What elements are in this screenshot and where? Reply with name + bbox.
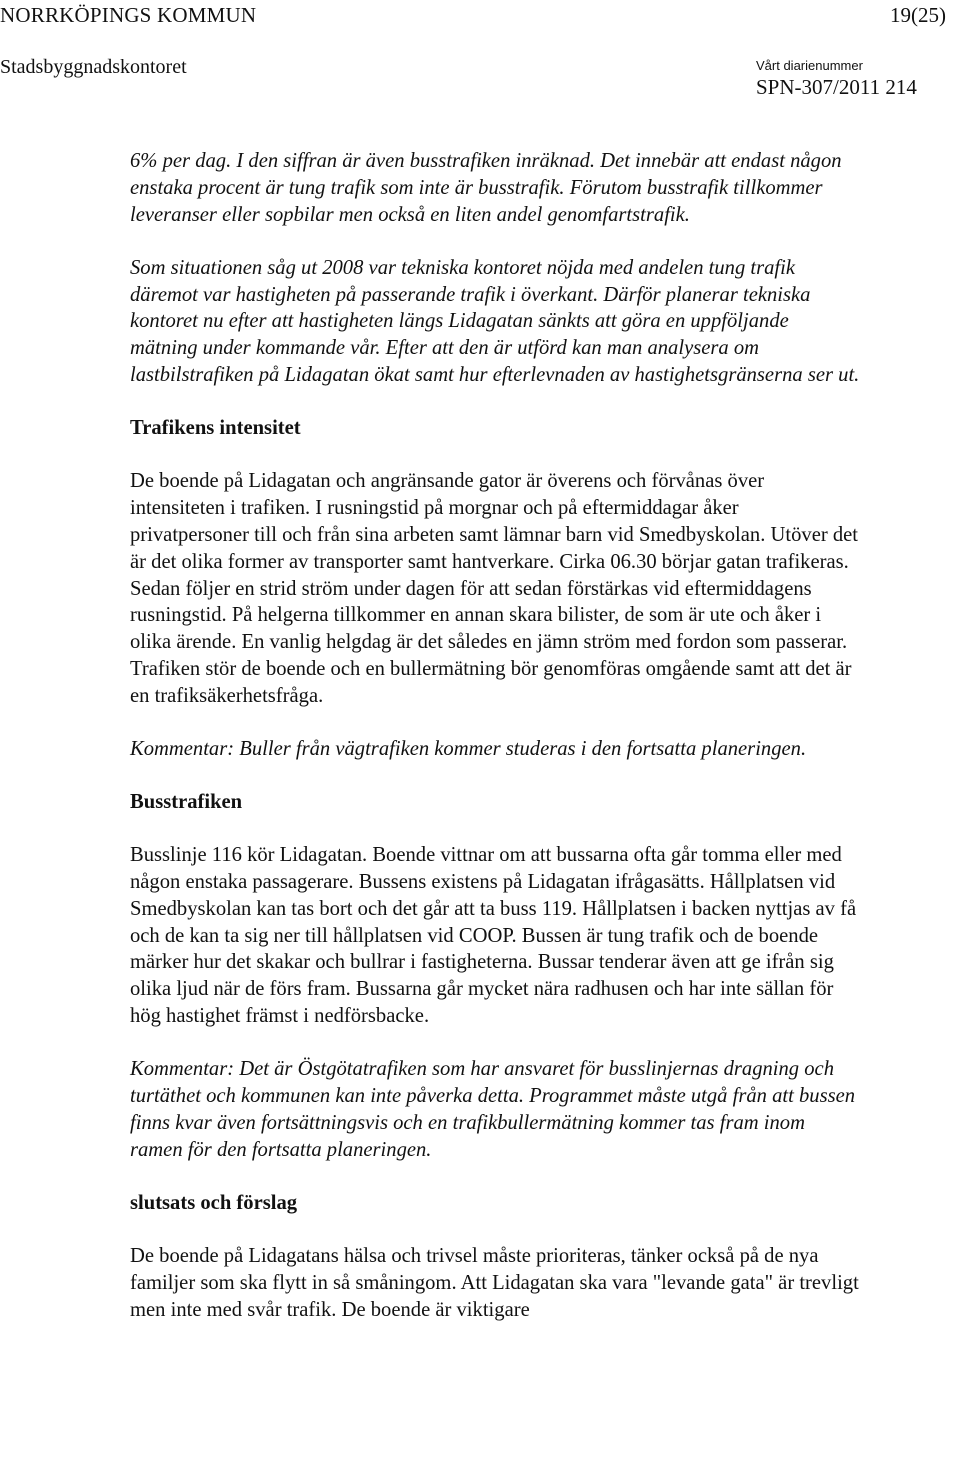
comment-noise: Kommentar: Buller från vägtrafiken kommer studeras i den fortsatta planeringen. [130,737,807,760]
paragraph-traffic-intensity: De boende på Lidagatan och angränsande gator är överens och förvånas över intensiteten i trafiken. I rusningstid på morgnar och på eftermiddagar åker privatpersoner till och från sina arbeten samt lämnar barn vid Smedbyskolan. Utöver det är det olika former av transporter samt hantverkare. Cirka 06.30 börjar gatan trafikeras. Sedan följer en strid ström under dagen för att sedan förstärkas vid eftermiddagens rusningstid. På helgerna tillkommer en annan skara bilister, de som är ute och åker i olika ärende. En vanlig helgdag är det således en jämn ström med fordon som passerar. Trafiken stör de boende och en bullermätning bör genomföras omgående samt att det är en trafiksäkerhetsfråga. [130,470,859,707]
heading-conclusions: slutsats och förslag [130,1191,298,1214]
organization-name: NORRKÖPINGS KOMMUN [0,3,257,27]
page-number: 19(25) [890,3,946,27]
page-header [0,0,960,110]
paragraph-2008-situation: Som situationen såg ut 2008 var tekniska kontoret nöjda med andelen tung trafik däremot var hastigheten på passerande trafik i överkant. Därför planerar tekniska kontoret nu efter att hastigheten längs Lidagatan sänkts att göra en uppföljande mätning under kommande vår. Efter att den är utförd kan man analysera om lastbilstrafiken på Lidagatan ökat samt hur efterlevnaden av hastighetsgränserna ser ut. [130,256,860,386]
diary-number-label: Vårt diarienummer [756,58,863,73]
heading-traffic-intensity: Trafikens intensitet [130,417,301,440]
comment-ostgotatrafiken: Kommentar: Det är Östgötatrafiken som har ansvaret för busslinjernas dragning och turtäthet och kommunen kan inte påverka detta. Programmet måste utgå från att bussen finns kvar även fortsättningsvis och en trafikbullermätning kommer tas fram inom ramen för den fortsatta planeringen. [130,1058,856,1161]
paragraph-conclusions: De boende på Lidagatans hälsa och trivsel måste prioriteras, tänker också på de nya familjer som ska flytt in så småningom. Att Lidagatan ska vara "levande gata" är trevligt men inte med svår trafik. De boende är viktigare [130,1245,859,1321]
document-body [130,148,860,1350]
paragraph-bus-traffic: Busslinje 116 kör Lidagatan. Boende vittnar om att bussarna ofta går tomma eller med någon enstaka passagerare. Bussens existens på Lidagatan ifrågasätts. Hållplatsen vid Smedbyskolan kan tas bort och det går att ta buss 119. Hållplatsen i backen nyttjas av få och de kan ta sig ner till hållplatsen vid COOP. Bussen är tung trafik och de boende märker hur det skakar och bullrar i fastigheterna. Bussar tenderar även att ge ifrån sig olika ljud när de förs fram. Bussarna går mycket nära radhusen och har inte sällan för hög hastighet främst i nedförsbacke. [130,844,857,1028]
diary-number: SPN-307/2011 214 [756,75,917,99]
department-name: Stadsbyggnadskontoret [0,56,187,78]
heading-bus-traffic: Busstrafiken [130,791,243,814]
paragraph-traffic-share: 6% per dag. I den siffran är även busstrafiken inräknad. Det innebär att endast någon enstaka procent är tung trafik som inte är busstrafik. Förutom busstrafik tillkommer leveranser eller sopbilar men också en liten andel genomfartstrafik. [130,150,842,226]
